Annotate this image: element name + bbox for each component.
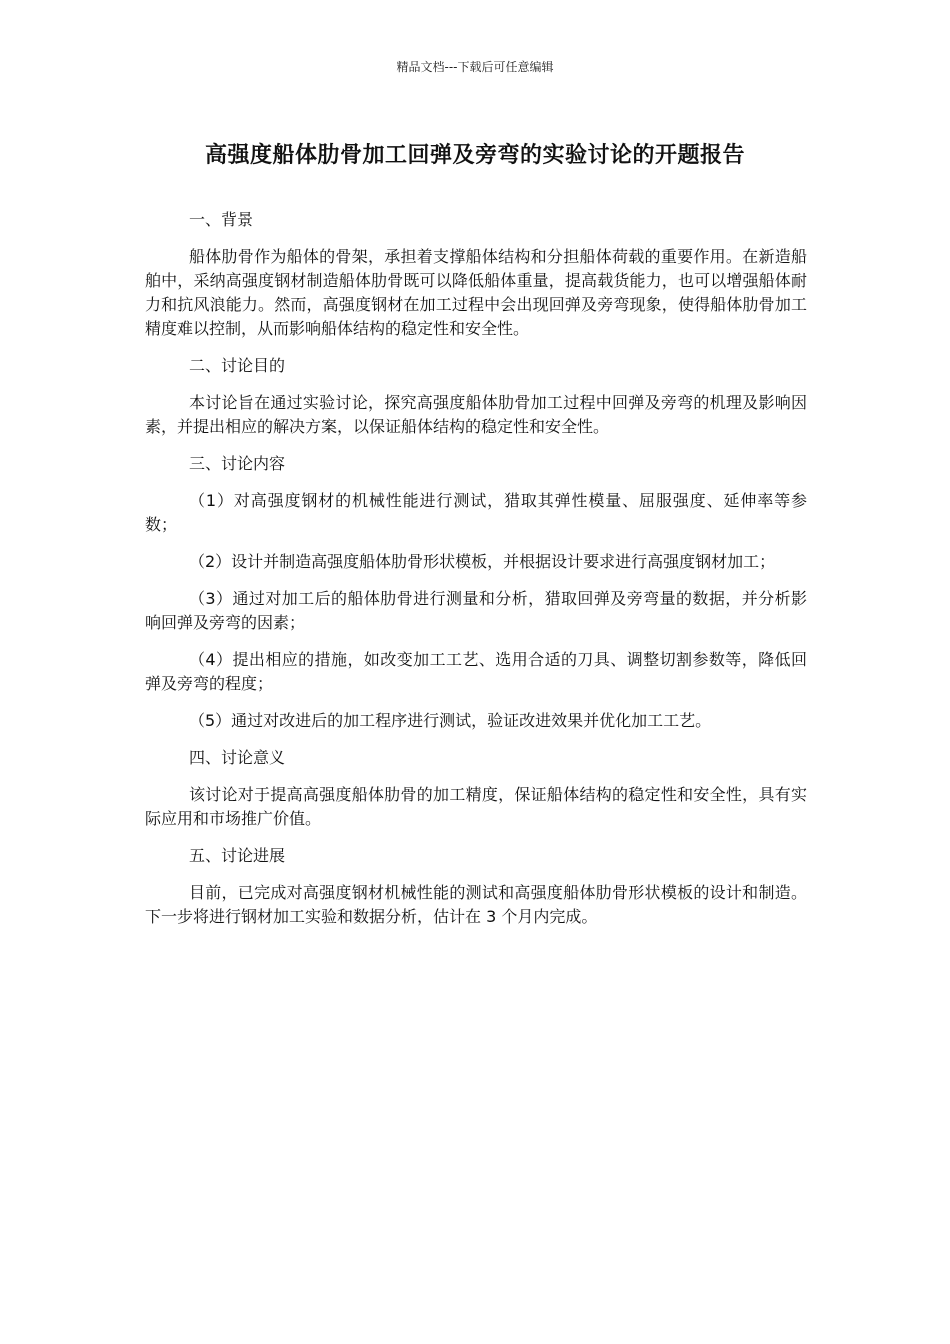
content-list-item: （2）设计并制造高强度船体肋骨形状模板，并根据设计要求进行高强度钢材加工； <box>189 552 776 571</box>
section-heading-progress: 五、讨论进展 <box>189 846 286 865</box>
section-paragraph-progress: 目前，已完成对高强度钢材机械性能的测试和高强度船体肋骨形状模板的设计和制造。下一步将进行钢材加工实验和数据分析，估计在 3 个月内完成。 <box>145 883 807 926</box>
content-list-item: （1）对高强度钢材的机械性能进行测试，猎取其弹性模量、屈服强度、延伸率等参数； <box>145 491 807 534</box>
content-list-item: （4）提出相应的措施，如改变加工工艺、选用合适的刀具、调整切割参数等，降低回弹及旁弯的程度； <box>145 650 807 693</box>
section-heading-significance: 四、讨论意义 <box>189 748 286 767</box>
section-paragraph-purpose: 本讨论旨在通过实验讨论，探究高强度船体肋骨加工过程中回弹及旁弯的机理及影响因素，并提出相应的解决方案，以保证船体结构的稳定性和安全性。 <box>145 393 807 436</box>
page-header-note: 精品文档---下载后可任意编辑 <box>396 60 554 74</box>
section-paragraph-significance: 该讨论对于提高高强度船体肋骨的加工精度，保证船体结构的稳定性和安全性，具有实际应用和市场推广价值。 <box>145 785 807 828</box>
section-paragraph-background: 船体肋骨作为船体的骨架，承担着支撑船体结构和分担船体荷载的重要作用。在新造船舶中，采纳高强度钢材制造船体肋骨既可以降低船体重量，提高载货能力，也可以增强船体耐力和抗风浪能力。然而，高强度钢材在加工过程中会出现回弹及旁弯现象，使得船体肋骨加工精度难以控制，从而影响船体结构的稳定性和安全性。 <box>145 247 807 338</box>
document-title: 高强度船体肋骨加工回弹及旁弯的实验讨论的开题报告 <box>204 143 745 168</box>
section-heading-background: 一、背景 <box>189 210 254 229</box>
document-body <box>145 208 807 942</box>
content-list-item: （5）通过对改进后的加工程序进行测试，验证改进效果并优化加工工艺。 <box>189 711 712 730</box>
section-heading-content: 三、讨论内容 <box>189 454 286 473</box>
content-list-item: （3）通过对加工后的船体肋骨进行测量和分析，猎取回弹及旁弯量的数据，并分析影响回弹及旁弯的因素； <box>145 589 807 632</box>
section-heading-purpose: 二、讨论目的 <box>189 356 286 375</box>
